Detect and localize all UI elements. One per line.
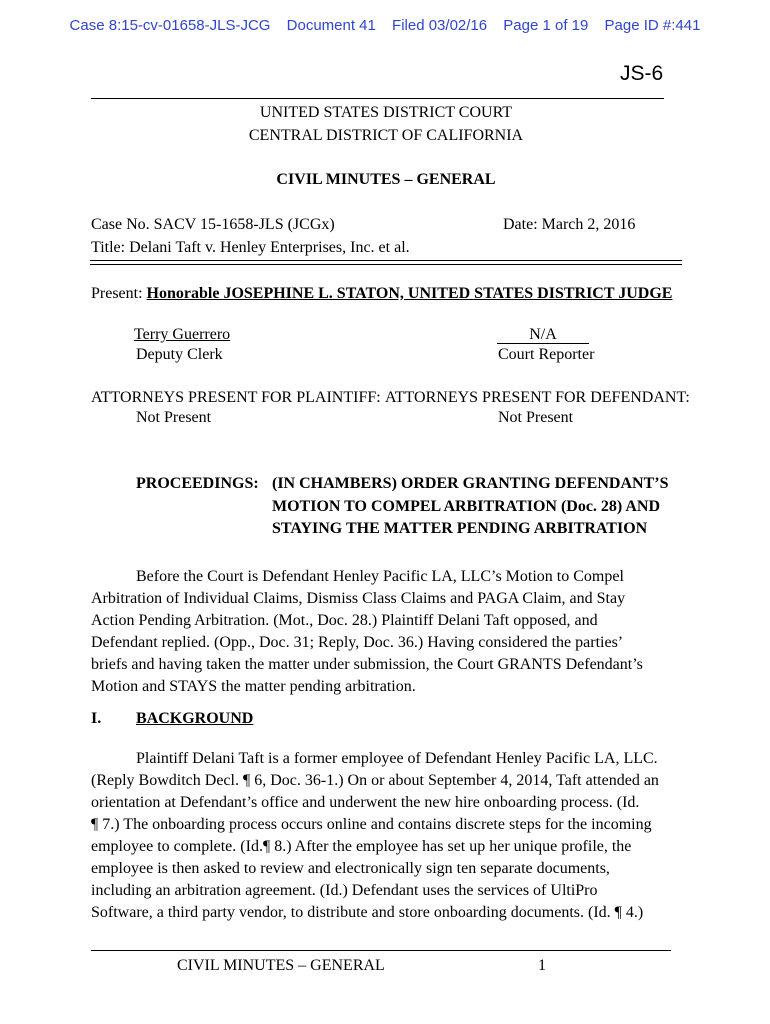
case-number: Case No. SACV 15-1658-JLS (JCGx) [91,216,335,233]
intro-line: Before the Court is Defendant Henley Pacific LA, LLC’s Motion to Compel [136,568,624,585]
intro-line: Defendant replied. (Opp., Doc. 31; Reply, Doc. 36.) Having considered the parties’ [91,634,624,651]
stamp-page: Page 1 of 19 [503,17,589,34]
proceedings-line: STAYING THE MATTER PENDING ARBITRATION [272,520,648,537]
intro-line: Motion and STAYS the matter pending arbitration. [91,678,416,695]
stamp-document: Document 41 [286,17,376,34]
proceedings-label: PROCEEDINGS: [136,475,259,492]
court-reporter-role: Court Reporter [498,346,595,363]
defendant-attorney-status: Not Present [498,409,574,426]
intro-line: briefs and having taken the matter under submission, the Court GRANTS Defendant’s [91,656,643,673]
attorneys-defendant-label: ATTORNEYS PRESENT FOR DEFENDANT: [385,389,690,406]
stamp-filed-date: Filed 03/02/16 [392,17,488,34]
double-rule [90,260,682,265]
judge-name: Honorable JOSEPHINE L. STATON, UNITED STATES DISTRICT JUDGE [146,285,673,302]
footer-title: CIVIL MINUTES – GENERAL [177,957,385,974]
background-line: employee to complete. (Id.¶ 8.) After the employee has set up her unique profile, the [91,838,632,855]
background-line: ¶ 7.) The onboarding process occurs online and contains discrete steps for the incoming [91,816,652,833]
background-line: employee is then asked to review and electronically sign ten separate documents, [91,860,610,877]
plaintiff-attorney-status: Not Present [136,409,212,426]
js6-label: JS-6 [620,62,664,85]
stamp-case-number: Case 8:15-cv-01658-JLS-JCG [69,17,271,34]
present-line [91,285,672,303]
attorneys-plaintiff-label: ATTORNEYS PRESENT FOR PLAINTIFF: [91,389,381,406]
proceedings-line: MOTION TO COMPEL ARBITRATION (Doc. 28) AND [272,498,661,515]
proceedings-line: (IN CHAMBERS) ORDER GRANTING DEFENDANT’S [272,475,669,492]
background-line: including an arbitration agreement. (Id.) Defendant uses the services of UltiPro [91,882,598,899]
background-line: (Reply Bowditch Decl. ¶ 6, Doc. 36-1.) On or about September 4, 2014, Taft attended an [91,772,659,789]
filing-header-stamp [0,17,770,34]
deputy-clerk-name: Terry Guerrero [134,326,231,343]
intro-line: Arbitration of Individual Claims, Dismiss Class Claims and PAGA Claim, and Stay [91,590,626,607]
stamp-page-id: Page ID #:441 [604,17,701,34]
order-date: Date: March 2, 2016 [503,216,636,233]
court-reporter-name: N/A [497,326,589,344]
court-name: UNITED STATES DISTRICT COURT [259,104,513,121]
court-district: CENTRAL DISTRICT OF CALIFORNIA [248,127,524,144]
background-line: Software, a third party vendor, to distribute and store onboarding documents. (Id. ¶ 4.) [91,904,644,921]
deputy-clerk-role: Deputy Clerk [136,346,223,363]
background-line: orientation at Defendant’s office and underwent the new hire onboarding process. (Id. [91,794,640,811]
case-title: Title: Delani Taft v. Henley Enterprises, Inc. et al. [91,239,410,256]
section-heading-background: BACKGROUND [136,710,254,727]
document-title: CIVIL MINUTES – GENERAL [276,171,496,188]
background-line: Plaintiff Delani Taft is a former employee of Defendant Henley Pacific LA, LLC. [136,750,658,767]
section-number: I. [91,710,102,727]
top-rule [91,98,664,99]
intro-line: Action Pending Arbitration. (Mot., Doc. 28.) Plaintiff Delani Taft opposed, and [91,612,598,629]
present-label: Present: [91,285,147,302]
footer-page-number: 1 [538,957,546,974]
footer-rule [91,950,671,951]
